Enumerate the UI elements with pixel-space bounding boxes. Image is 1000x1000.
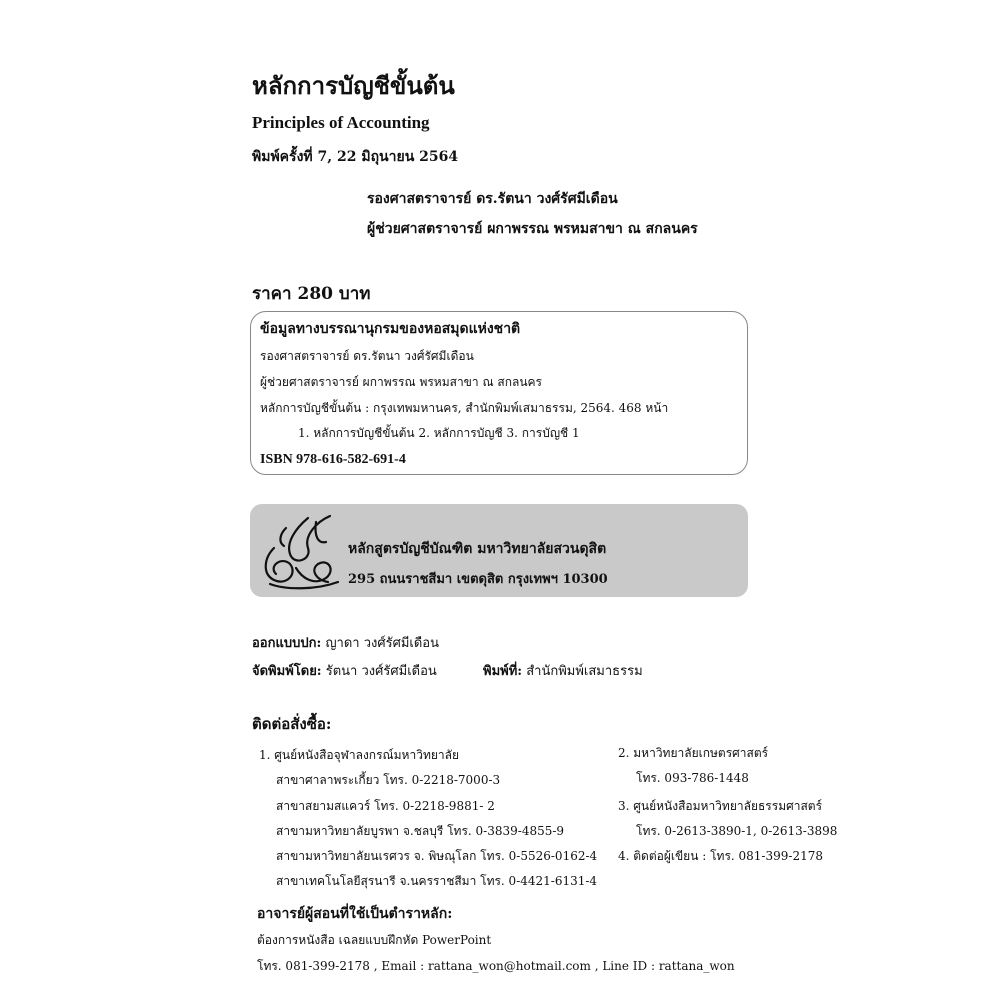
teachers-contact: โทร. 081-399-2178 , Email : rattana_won@hotmail.com , Line ID : rattana_won: [257, 959, 735, 973]
publisher-name: หลักสูตรบัญชีบัณฑิต มหาวิทยาลัยสวนดุสิต: [348, 541, 607, 557]
cataloging-title: ข้อมูลทางบรรณานุกรมของหอสมุดแห่งชาติ: [260, 321, 521, 337]
order-branch: สาขาศาลาพระเกี้ยว โทร. 0-2218-7000-3: [276, 773, 501, 787]
publisher-address: 295 ถนนราชสีมา เขตดุสิต กรุงเทพฯ 10300: [348, 572, 608, 587]
order-item-2-phone: โทร. 093-786-1448: [636, 771, 749, 785]
isbn: ISBN 978-616-582-691-4: [260, 452, 406, 467]
order-branch: สาขาสยามสแควร์ โทร. 0-2218-9881- 2: [276, 799, 495, 813]
book-title-english: Principles of Accounting: [252, 113, 430, 132]
author-1: รองศาสตราจารย์ ดร.รัตนา วงศ์รัศมีเดือน: [367, 191, 618, 207]
printed-at-credit: [483, 660, 643, 681]
order-item-3-phone: โทร. 0-2613-3890-1, 0-2613-3898: [636, 824, 838, 838]
order-contact-heading: ติดต่อสั่งซื้อ:: [252, 715, 332, 733]
cover-design-credit: [252, 632, 439, 653]
printed-at-value: สำนักพิมพ์เสมาธรรม: [526, 664, 643, 679]
book-title-thai: หลักการบัญชีขั้นต้น: [252, 71, 455, 100]
order-item-4: 4. ติดต่อผู้เขียน : โทร. 081-399-2178: [618, 849, 823, 863]
teachers-heading: อาจารย์ผู้สอนที่ใช้เป็นตำราหลัก:: [257, 906, 453, 922]
order-item-3: 3. ศูนย์หนังสือมหาวิทยาลัยธรรมศาสตร์: [618, 799, 823, 813]
cover-design-label: ออกแบบปก:: [252, 636, 322, 651]
order-branch: สาขามหาวิทยาลัยนเรศวร จ. พิษณุโลก โทร. 0-5526-0162-4: [276, 849, 598, 863]
university-logo-icon: [256, 508, 346, 592]
teachers-materials: ต้องการหนังสือ เฉลยแบบฝึกหัด PowerPoint: [257, 933, 492, 947]
order-branch: สาขามหาวิทยาลัยบูรพา จ.ชลบุรี โทร. 0-3839-4855-9: [276, 824, 565, 838]
author-2: ผู้ช่วยศาสตราจารย์ ผกาพรรณ พรหมสาขา ณ สกลนคร: [367, 221, 698, 237]
published-by-credit: [252, 660, 437, 681]
order-branch: สาขาเทคโนโลยีสุรนารี จ.นครราชสีมา โทร. 0-4421-6131-4: [276, 874, 598, 888]
printed-at-label: พิมพ์ที่:: [483, 664, 523, 679]
published-by-value: รัตนา วงศ์รัศมีเดือน: [325, 664, 437, 679]
order-item-1: 1. ศูนย์หนังสือจุฬาลงกรณ์มหาวิทยาลัย: [259, 748, 460, 762]
cataloging-author-2: ผู้ช่วยศาสตราจารย์ ผกาพรรณ พรหมสาขา ณ สกลนคร: [260, 375, 543, 389]
cataloging-publication: หลักการบัญชีขั้นต้น : กรุงเทพมหานคร, สำนักพิมพ์เสมาธรรม, 2564. 468 หน้า: [260, 401, 669, 415]
order-item-2: 2. มหาวิทยาลัยเกษตรศาสตร์: [618, 746, 769, 760]
cover-design-value: ญาดา วงศ์รัศมีเดือน: [325, 636, 439, 651]
cataloging-author-1: รองศาสตราจารย์ ดร.รัตนา วงศ์รัศมีเดือน: [260, 349, 474, 363]
price: ราคา 280 บาท: [252, 284, 371, 304]
published-by-label: จัดพิมพ์โดย:: [252, 664, 322, 679]
edition-line: พิมพ์ครั้งที่ 7, 22 มิถุนายน 2564: [252, 149, 459, 165]
cataloging-subjects: 1. หลักการบัญชีขั้นต้น 2. หลักการบัญชี 3. การบัญชี 1: [298, 426, 580, 440]
